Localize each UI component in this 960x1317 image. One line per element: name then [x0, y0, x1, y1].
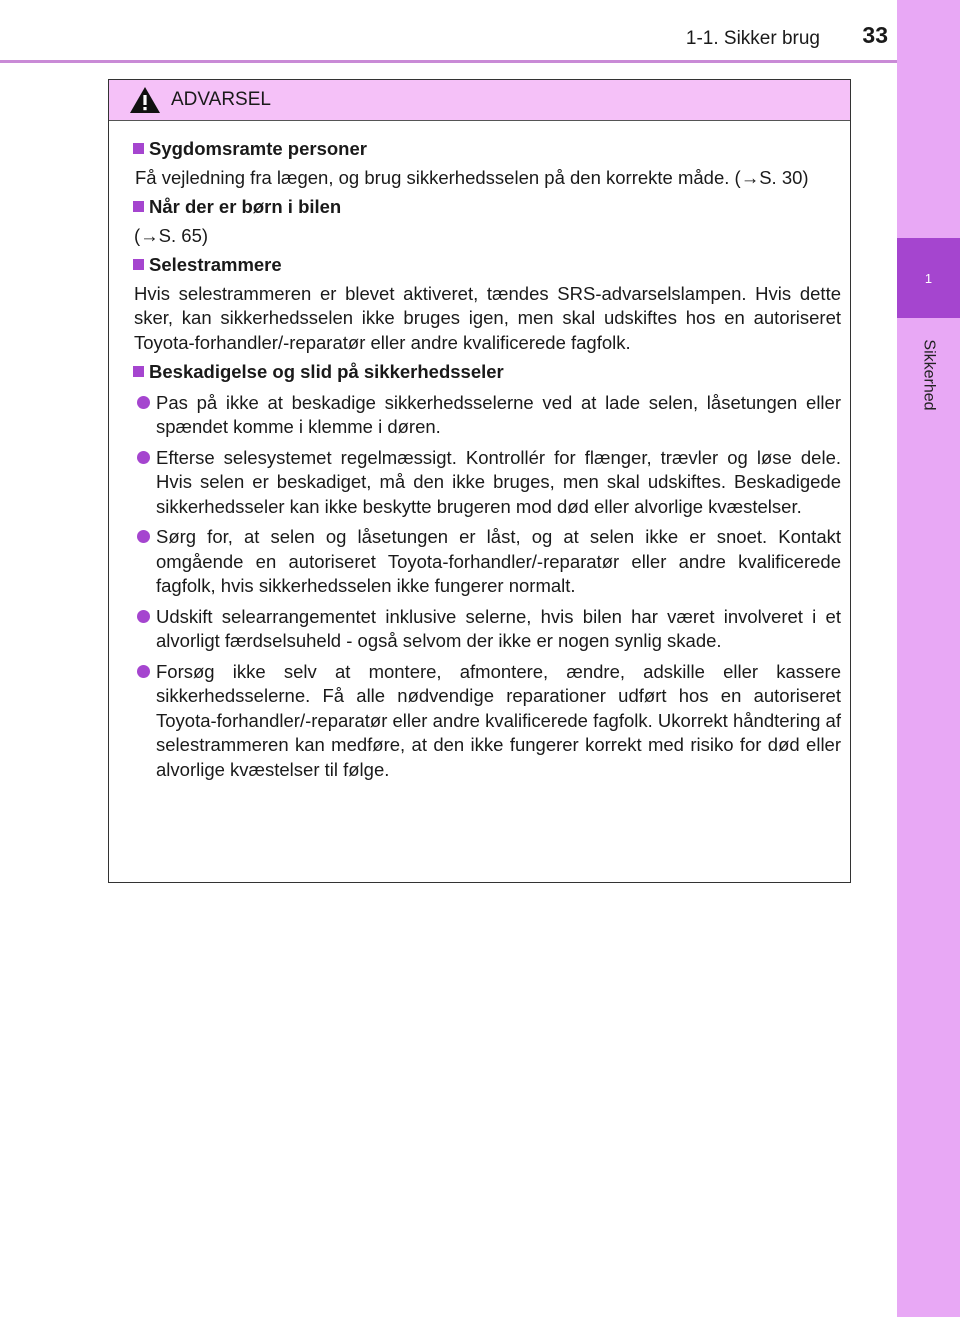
section-body — [133, 282, 841, 356]
list-item-text: Efterse selesystemet regelmæssigt. Kontrollér for flænger, trævler og løse dele. Hvis selen er beskadiget, må den ikke bruges, men skal udskiftes. Beskadigede sikkerhedsseler kan ikke beskytte brugeren mod død eller alvorlige kvæstelser. — [156, 446, 841, 517]
section-heading-text: Sygdomsramte personer — [149, 138, 367, 159]
section-heading — [133, 360, 841, 385]
round-bullet-icon — [137, 665, 150, 678]
list-item-text: Sørg for, at selen og låsetungen er låst, og at selen ikke er snoet. Kontakt omgående en autoriseret Toyota-forhandler/-reparatør eller andre kvalificerede fagfolk, hvis sikkerhedsselen ikke fungerer normalt. — [156, 526, 841, 596]
section-heading-text: Selestrammere — [149, 254, 282, 275]
section-paragraph: (→S. 65) — [134, 224, 209, 246]
section-heading — [133, 137, 841, 162]
page-number: 33 — [862, 22, 888, 48]
section-paragraph: Få vejledning fra lægen, og brug sikkerhedsselen på den korrekte måde. (→S. 30) — [135, 166, 809, 188]
section-heading — [133, 253, 841, 278]
list-item — [133, 446, 841, 520]
warning-content — [109, 121, 850, 782]
round-bullet-icon — [137, 451, 150, 464]
section-paragraph: Hvis selestrammeren er blevet aktiveret, tændes SRS-advarselslampen. Hvis dette sker, kan sikkerhedsselen ikke bruges igen, men skal udskiftes hos en autoriseret Toyota-forhandler/-reparatør eller andre kvalificerede fagfolk. — [134, 282, 841, 353]
warning-header — [109, 80, 850, 121]
list-item — [133, 391, 841, 440]
chapter-label-container — [897, 320, 960, 430]
list-item-text: Udskift selearrangementet inklusive selerne, hvis bilen har været involveret i et alvorligt færdselsuheld - også selvom der ikke er nogen synlig skade. — [156, 605, 841, 651]
square-bullet-icon — [133, 366, 144, 377]
section-heading-text: Når der er børn i bilen — [149, 196, 342, 217]
list-item-text: Forsøg ikke selv at montere, afmontere, ændre, adskille eller kassere sikkerhedsselerne. Få alle nødvendige reparationer udført hos en autoriseret Toyota-forhandler/-reparatør eller andre kvalificerede fagfolk. Ukorrekt håndtering af selestrammeren kan medføre, at den ikke fungerer korrekt med risiko for død eller alvorlige kvæstelser til følge. — [156, 660, 841, 780]
warning-title: ADVARSEL — [171, 89, 271, 110]
list-item — [133, 525, 841, 599]
chapter-label: Sikkerhed — [920, 339, 938, 411]
chapter-sidebar — [897, 0, 960, 1317]
header-divider — [0, 60, 897, 63]
round-bullet-icon — [137, 530, 150, 543]
section-body — [133, 224, 841, 249]
section-heading — [133, 195, 841, 220]
square-bullet-icon — [133, 201, 144, 212]
list-item-text: Pas på ikke at beskadige sikkerhedsselerne ved at lade selen, låsetungen eller spændet komme i klemme i døren. — [156, 391, 841, 437]
section-heading-text: Beskadigelse og slid på sikkerhedsseler — [149, 361, 504, 382]
list-item — [133, 605, 841, 654]
section-body — [133, 166, 841, 191]
square-bullet-icon — [133, 259, 144, 270]
round-bullet-icon — [137, 610, 150, 623]
warning-triangle-icon — [129, 85, 161, 115]
chapter-number-tab[interactable] — [897, 238, 960, 318]
list-item — [133, 660, 841, 783]
section-title: 1-1. Sikker brug — [685, 28, 820, 49]
warning-box — [108, 79, 851, 883]
chapter-number: 1 — [924, 270, 933, 286]
square-bullet-icon — [133, 143, 144, 154]
round-bullet-icon — [137, 396, 150, 409]
